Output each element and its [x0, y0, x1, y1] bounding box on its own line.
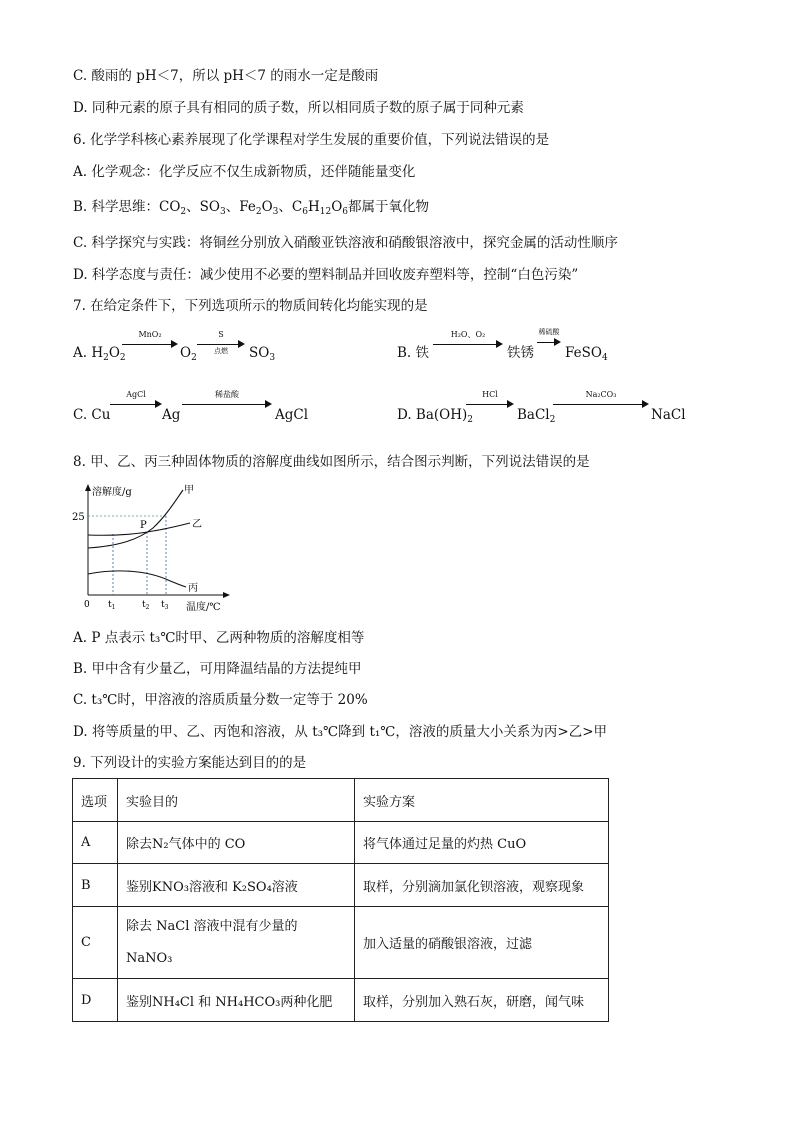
y-tick-25: 25 — [72, 512, 85, 523]
question-8: 8. 甲、乙、丙三种固体物质的溶解度曲线如图所示，结合图示判断，下列说法错误的是 — [73, 454, 590, 470]
curve-yi — [88, 523, 190, 535]
row-option: A — [73, 822, 118, 864]
tick-t2: $t_2$ — [142, 600, 150, 611]
q7c-arrow-1: AgCl — [110, 392, 162, 406]
tick-t3: $t_3$ — [161, 600, 169, 611]
solubility-chart — [72, 482, 238, 614]
q6b-text: 都属于氧化物 — [348, 199, 429, 215]
row-plan: 加入适量的硝酸银溶液，过滤 — [355, 907, 609, 979]
q7d-product-2: NaCl — [651, 407, 686, 423]
q6b-text: B. 科学思维：CO — [73, 199, 181, 215]
row-goal-line-2: NaNO₃ — [126, 950, 173, 966]
q7c-product-2: AgCl — [275, 407, 309, 423]
q7b-arrow-1: H₂O、O₂ — [433, 332, 503, 346]
q7-option-b-label: B. 铁 — [397, 345, 430, 361]
q6-option-c: C. 科学探究与实践：将铜丝分别放入硝酸亚铁溶液和硝酸银溶液中，探究金属的活动性顺序 — [73, 235, 618, 251]
q7c-arrow-2: 稀盐酸 — [182, 392, 272, 406]
q7a-arrow-2: S 点燃 — [197, 332, 245, 346]
q7b-product-2: FeSO$_4$ — [565, 345, 608, 363]
header-option: 选项 — [73, 779, 118, 822]
row-goal: 鉴别KNO₃溶液和 K₂SO₄溶液 — [118, 864, 355, 907]
q6b-text: 、C — [278, 199, 303, 215]
q8-option-d: D. 将等质量的甲、乙、丙饱和溶液，从 t₃℃降到 t₁℃，溶液的质量大小关系为丙>乙>甲 — [73, 724, 608, 740]
option-c-acid-rain: C. 酸雨的 pH＜7，所以 pH＜7 的雨水一定是酸雨 — [73, 68, 379, 84]
row-option: B — [73, 864, 118, 907]
q6b-text: 、Fe — [225, 199, 256, 215]
row-option: D — [73, 979, 118, 1022]
q6-option-d: D. 科学态度与责任：减少使用不必要的塑料制品并回收废弃塑料等，控制“白色污染” — [73, 267, 579, 283]
q7a-product-2: $SO_3$ — [249, 345, 276, 363]
q7c-product-1: Ag — [162, 407, 181, 423]
header-plan: 实验方案 — [355, 779, 609, 822]
q7d-arrow-2: Na₂CO₃ — [553, 392, 649, 406]
q6b-text: H — [307, 199, 320, 215]
y-axis-label: 溶解度/g — [92, 487, 132, 498]
table-row — [73, 907, 609, 979]
row-plan: 将气体通过足量的灼热 CuO — [355, 822, 609, 864]
q7d-arrow-1: HCl — [466, 392, 514, 406]
label-jia: 甲 — [184, 485, 194, 496]
q8-option-a: A. P 点表示 t₃℃时甲、乙两种物质的溶解度相等 — [73, 630, 365, 646]
row-plan: 取样，分别滴加氯化钡溶液，观察现象 — [355, 864, 609, 907]
row-goal-line-1: 除去 NaCl 溶液中混有少量的 — [126, 918, 298, 934]
row-goal — [118, 907, 355, 979]
row-goal: 鉴别NH₄Cl 和 NH₄HCO₃两种化肥 — [118, 979, 355, 1022]
q6-option-a: A. 化学观念：化学反应不仅生成新物质，还伴随能量变化 — [73, 164, 416, 180]
table-row — [73, 864, 609, 907]
q6b-text: O — [331, 199, 343, 215]
row-plan: 取样，分别加入熟石灰，研磨，闻气味 — [355, 979, 609, 1022]
x-axis-arrowhead — [223, 592, 230, 598]
experiment-table — [72, 778, 609, 1022]
y-axis-arrowhead — [85, 484, 91, 491]
q6b-text: O — [261, 199, 273, 215]
x-axis-label: 温度/℃ — [186, 602, 221, 613]
table-header-row — [73, 779, 609, 822]
question-9: 9. 下列设计的实验方案能达到目的的是 — [73, 755, 307, 771]
table-row — [73, 979, 609, 1022]
q7a-arrow-1: MnO₂ — [122, 332, 178, 346]
q8-option-b: B. 甲中含有少量乙，可用降温结晶的方法提纯甲 — [73, 661, 362, 677]
row-goal: 除去N₂气体中的 CO — [118, 822, 355, 864]
point-p-label: P — [140, 520, 147, 531]
q7b-product-1: 铁锈 — [507, 345, 534, 361]
tick-t1: $t_1$ — [108, 600, 116, 611]
row-option: C — [73, 907, 118, 979]
table-row — [73, 822, 609, 864]
label-bing: 丙 — [188, 583, 198, 594]
curve-bing — [88, 571, 186, 587]
origin-label: 0 — [84, 600, 90, 610]
q6-option-b: B. 科学思维：$CO_2$、$SO_3$、$Fe_2O_3$、$C_6H_{12}O_6$都属于氧化物 — [73, 199, 429, 217]
q6b-text: 、SO — [186, 199, 220, 215]
curve-jia — [88, 490, 183, 548]
q7d-product-1: BaCl$_2$ — [517, 407, 556, 425]
q7-option-a-label: A. $H_2O_2$ — [73, 345, 126, 363]
option-d-protons: D. 同种元素的原子具有相同的质子数，所以相同质子数的原子属于同种元素 — [73, 100, 524, 116]
question-7: 7. 在给定条件下，下列选项所示的物质间转化均能实现的是 — [73, 298, 428, 314]
question-6: 6. 化学学科核心素养展现了化学课程对学生发展的重要价值，下列说法错误的是 — [73, 132, 550, 148]
q7-option-c-label: C. Cu — [73, 407, 111, 423]
q7-option-d-label: D. $Ba(OH)_2$ — [397, 407, 474, 425]
q7b-arrow-2: 稀硫酸 — [537, 330, 561, 344]
label-yi: 乙 — [192, 519, 202, 530]
q8-option-c: C. t₃℃时，甲溶液的溶质质量分数一定等于 20% — [73, 692, 368, 708]
q7a-product-1: $O_2$ — [180, 345, 197, 363]
header-goal: 实验目的 — [118, 779, 355, 822]
